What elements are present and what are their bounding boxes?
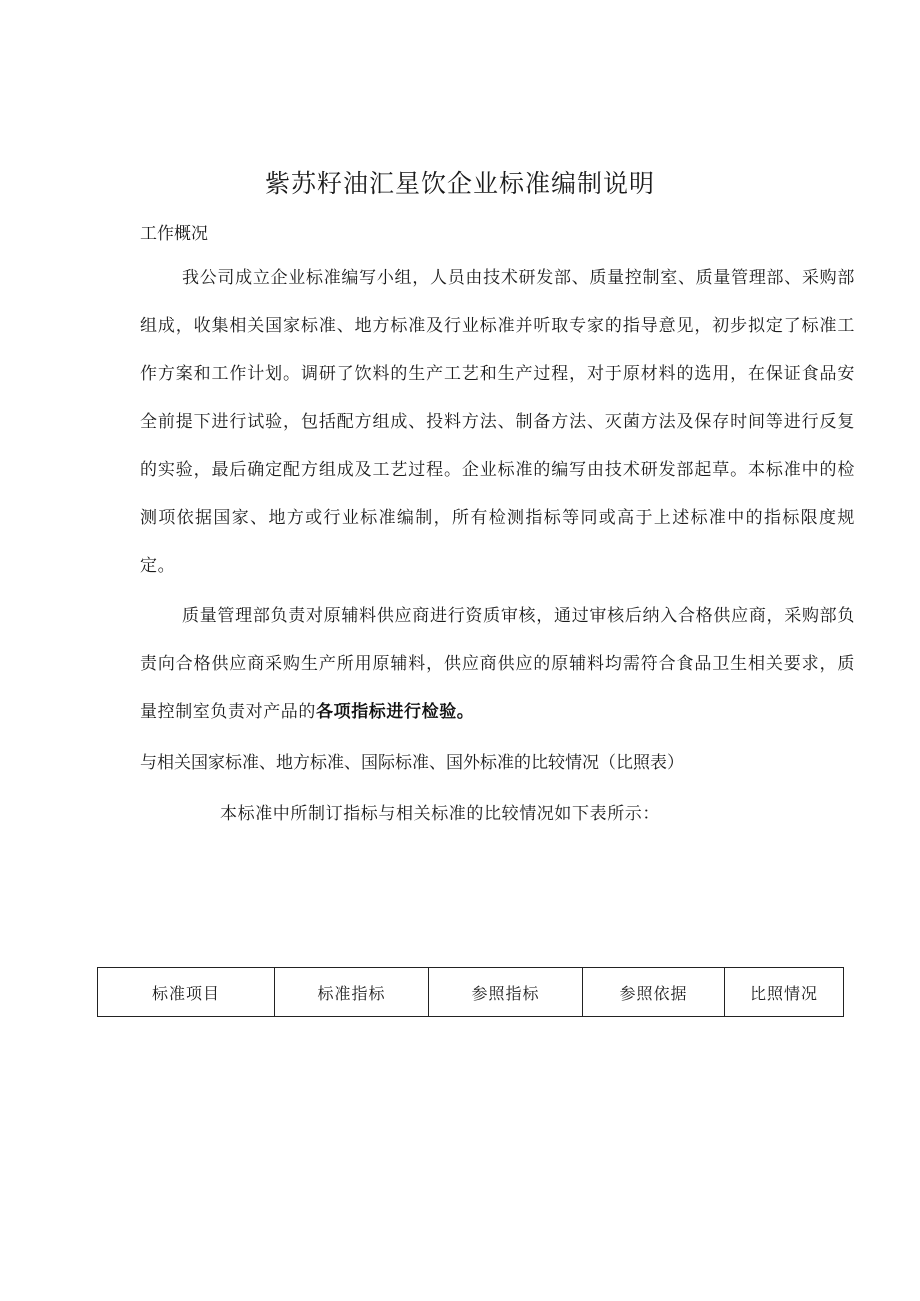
section-heading-work-overview: 工作概况 xyxy=(140,224,208,244)
table-header-cell: 比照情况 xyxy=(725,968,844,1017)
document-title: 紫苏籽油汇星饮企业标准编制说明 xyxy=(264,169,655,198)
paragraph-quality-text: 质量管理部负责对原辅料供应商进行资质审核，通过审核后纳入合格供应商，采购部负责向合格供应商采购生产所用原辅料，供应商供应的原辅料均需符合食品卫生相关要求，质量控制室负责对产品的 xyxy=(140,606,855,722)
comparison-intro-text: 本标准中所制订指标与相关标准的比较情况如下表所示： xyxy=(220,804,660,824)
section-heading-comparison: 与相关国家标准、地方标准、国际标准、国外标准的比较情况（比照表） xyxy=(140,753,684,773)
comparison-table xyxy=(97,967,844,1017)
table-header-cell: 标准指标 xyxy=(275,968,429,1017)
table-header-cell: 参照指标 xyxy=(429,968,583,1017)
table-header-row xyxy=(98,968,844,1017)
paragraph-quality-emphasis: 各项指标进行检验。 xyxy=(316,702,475,722)
paragraph-work-overview: 我公司成立企业标准编写小组，人员由技术研发部、质量控制室、质量管理部、采购部组成，收集相关国家标准、地方标准及行业标准并听取专家的指导意见，初步拟定了标准工作方案和工作计划。调研了饮料的生产工艺和生产过程，对于原材料的选用，在保证食品安全前提下进行试验，包括配方组成、投料方法、制备方法、灭菌方法及保存时间等进行反复的实验，最后确定配方组成及工艺过程。企业标准的编写由技术研发部起草。本标准中的检测项依据国家、地方或行业标准编制，所有检测指标等同或高于上述标准中的指标限度规定。 xyxy=(140,268,855,576)
table-header-cell: 标准项目 xyxy=(98,968,275,1017)
paragraph-quality-management xyxy=(140,592,855,736)
table-header-cell: 参照依据 xyxy=(583,968,725,1017)
